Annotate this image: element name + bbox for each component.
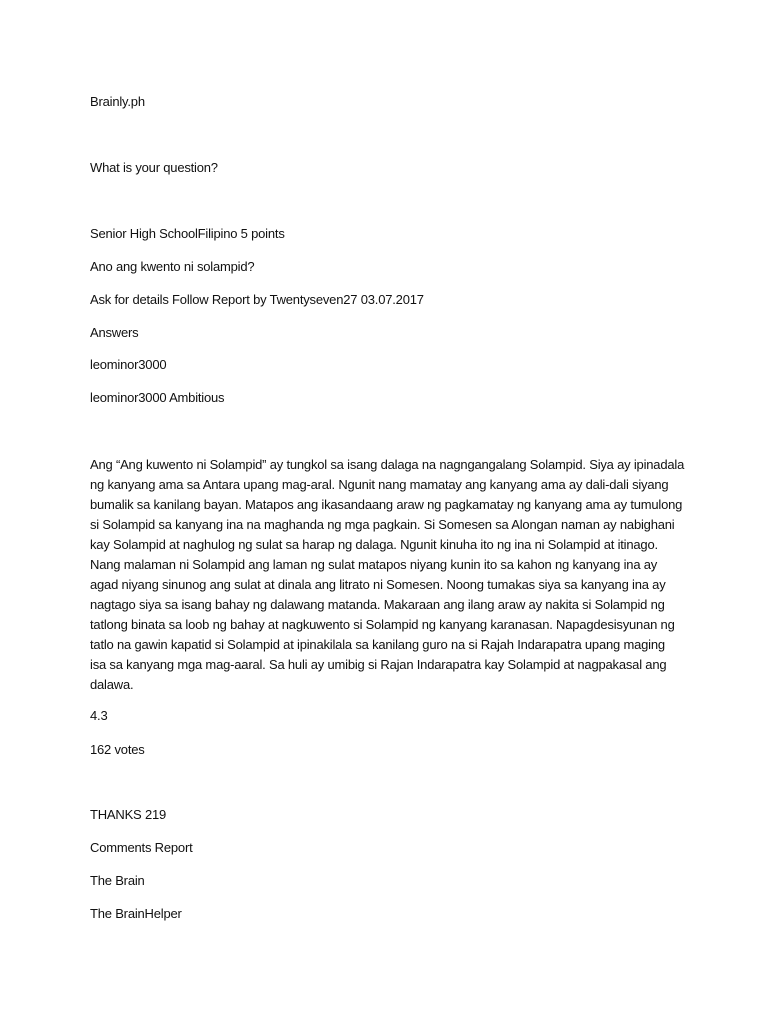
answer-body-line: bumalik sa kanilang bayan. Matapos ang ikasandaang araw ng pagkamatay ng kanyang ama ay tumulong: [90, 497, 683, 512]
answer-user: leominor3000: [90, 357, 167, 372]
answer-user-rank: leominor3000 Ambitious: [90, 390, 225, 405]
footer-line-1: The Brain: [90, 873, 145, 888]
answer-votes: 162 votes: [90, 742, 145, 757]
answer-body-line: agad niyang sinunog ang sulat at dinala ang litrato ni Somesen. Noong tumakas siya sa kanyang ina ay: [90, 577, 666, 592]
answer-body-line: Nang malaman ni Solampid ang laman ng sulat matapos niyang kunin ito sa kahon ng kanyang ina ay: [90, 557, 658, 572]
answer-body-line: nagtago siya sa isang bahay ng dalawang matanda. Makaraan ang ilang araw ay nakita si Solampid ng: [90, 597, 665, 612]
answer-body-line: kay Solampid at naghulog ng sulat sa harap ng dalaga. Ngunit kinuha ito ng ina ni Solampid at itinago.: [90, 537, 658, 552]
question-prompt: What is your question?: [90, 160, 218, 175]
answer-body-line: dalawa.: [90, 677, 134, 692]
answer-body-line: tatlong binata sa loob ng bahay at nagkuwento si Solampid ng kanyang karanasan. Napagdesisyunan ng: [90, 617, 675, 632]
answer-body-line: isa sa kanyang mga mag-aaral. Sa huli ay umibig si Rajan Indarapatra kay Solampid at nagpakasal ang: [90, 657, 667, 672]
answers-heading: Answers: [90, 325, 139, 340]
footer-line-2: The BrainHelper: [90, 906, 182, 921]
answer-body-line: ng kanyang ama sa Antara upang mag-aral. Ngunit nang mamatay ang kanyang ama ay dali-dali siyang: [90, 477, 669, 492]
answer-rating: 4.3: [90, 708, 108, 723]
question-text: Ano ang kwento ni solampid?: [90, 259, 255, 274]
answer-body-line: si Solampid sa kanyang ina na maghanda ng mga pagkain. Si Somesen sa Alongan naman ay nabighani: [90, 517, 675, 532]
answer-body: [90, 455, 685, 695]
answer-body-line: Ang “Ang kuwento ni Solampid” ay tungkol sa isang dalaga na nagngangalang Solampid. Siya ay ipinadala: [90, 457, 685, 472]
thanks-count: THANKS 219: [90, 807, 167, 822]
question-actions: Ask for details Follow Report by Twentyseven27 03.07.2017: [90, 292, 424, 307]
question-meta: Senior High SchoolFilipino 5 points: [90, 226, 285, 241]
site-name: Brainly.ph: [90, 94, 145, 109]
comments-report: Comments Report: [90, 840, 193, 855]
answer-body-line: tatlo na gawin kapatid si Solampid at ipinakilala sa kanilang guro na si Rajah Indarapatra upang maging: [90, 637, 665, 652]
